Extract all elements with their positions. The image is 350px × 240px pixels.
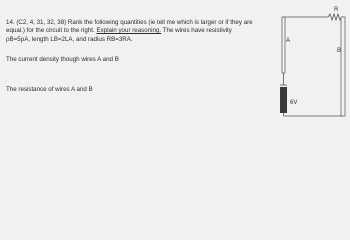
resistance-prompt: The resistance of wires A and B <box>6 86 93 93</box>
wire-b <box>341 17 345 116</box>
question-line-1: 14. (C2, 4, 31, 32, 38) Rank the following quantities (ie tell me which is larger or if they are <box>6 19 253 26</box>
explain-reasoning-text: Explain your reasoning. <box>96 27 162 34</box>
wire-a <box>282 17 285 73</box>
resistor-zigzag <box>328 14 342 20</box>
wire-b-label: B <box>337 48 342 54</box>
question-line-3: ρB=5ρA, length LB=2LA, and radius RB=3RA. <box>6 36 133 43</box>
question-line-2-c: The wires have resistivity <box>161 27 232 34</box>
resistor-label: R <box>334 7 339 13</box>
battery-label: 6V <box>290 100 298 106</box>
current-density-prompt: The current density though wires A and B <box>6 56 119 63</box>
battery-body <box>280 87 287 113</box>
wire-a-label: A <box>286 38 291 44</box>
question-line-2-a: equal.) for the circuit to the right. <box>6 27 97 34</box>
